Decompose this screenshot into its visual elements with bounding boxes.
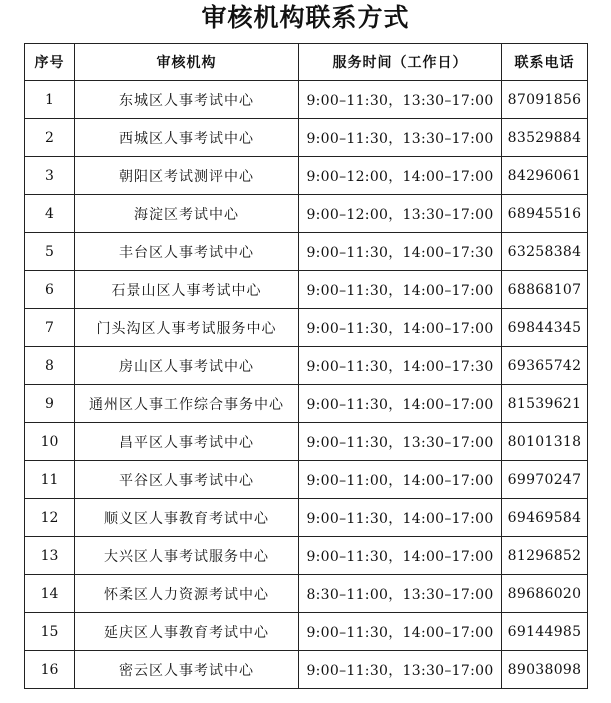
row-number: 3	[25, 157, 75, 195]
table-row	[25, 271, 588, 309]
row-number: 5	[25, 233, 75, 271]
table-row	[25, 423, 588, 461]
phone-number: 87091856	[502, 81, 588, 119]
org-name: 房山区人事考试中心	[75, 347, 299, 385]
row-number: 10	[25, 423, 75, 461]
org-name: 朝阳区考试测评中心	[75, 157, 299, 195]
service-hours: 8:30–11:00，13:30–17:00	[299, 575, 502, 613]
table-row	[25, 613, 588, 651]
service-hours: 9:00–11:30，14:00–17:00	[299, 613, 502, 651]
table-row	[25, 499, 588, 537]
row-number: 15	[25, 613, 75, 651]
row-number: 6	[25, 271, 75, 309]
row-number: 8	[25, 347, 75, 385]
phone-number: 63258384	[502, 233, 588, 271]
phone-number: 69844345	[502, 309, 588, 347]
table-row	[25, 537, 588, 575]
table-row	[25, 81, 588, 119]
table-row	[25, 347, 588, 385]
org-name: 延庆区人事教育考试中心	[75, 613, 299, 651]
table-row	[25, 195, 588, 233]
phone-number: 84296061	[502, 157, 588, 195]
row-number: 7	[25, 309, 75, 347]
phone-number: 68945516	[502, 195, 588, 233]
row-number: 11	[25, 461, 75, 499]
phone-number: 69144985	[502, 613, 588, 651]
service-hours: 9:00–11:30，14:00–17:00	[299, 309, 502, 347]
row-number: 2	[25, 119, 75, 157]
org-name: 密云区人事考试中心	[75, 651, 299, 689]
org-name: 昌平区人事考试中心	[75, 423, 299, 461]
header-hours: 服务时间（工作日）	[299, 44, 502, 81]
service-hours: 9:00–11:30，14:00–17:30	[299, 347, 502, 385]
phone-number: 83529884	[502, 119, 588, 157]
phone-number: 80101318	[502, 423, 588, 461]
phone-number: 69469584	[502, 499, 588, 537]
org-name: 石景山区人事考试中心	[75, 271, 299, 309]
service-hours: 9:00–12:00，13:30–17:00	[299, 195, 502, 233]
org-name: 东城区人事考试中心	[75, 81, 299, 119]
phone-number: 69970247	[502, 461, 588, 499]
org-name: 通州区人事工作综合事务中心	[75, 385, 299, 423]
table-row	[25, 157, 588, 195]
page-title: 审核机构联系方式	[201, 3, 410, 32]
org-name: 海淀区考试中心	[75, 195, 299, 233]
row-number: 4	[25, 195, 75, 233]
phone-number: 89686020	[502, 575, 588, 613]
table-row	[25, 309, 588, 347]
contact-table	[24, 43, 588, 689]
header-no: 序号	[25, 44, 75, 81]
table-row	[25, 385, 588, 423]
service-hours: 9:00–12:00，14:00–17:00	[299, 157, 502, 195]
service-hours: 9:00–11:30，14:00–17:00	[299, 537, 502, 575]
org-name: 门头沟区人事考试服务中心	[75, 309, 299, 347]
table-row	[25, 651, 588, 689]
phone-number: 89038098	[502, 651, 588, 689]
table-row	[25, 119, 588, 157]
row-number: 13	[25, 537, 75, 575]
service-hours: 9:00–11:30，14:00–17:30	[299, 233, 502, 271]
org-name: 西城区人事考试中心	[75, 119, 299, 157]
org-name: 丰台区人事考试中心	[75, 233, 299, 271]
service-hours: 9:00–11:30，14:00–17:00	[299, 271, 502, 309]
phone-number: 81539621	[502, 385, 588, 423]
service-hours: 9:00–11:30，14:00–17:00	[299, 385, 502, 423]
header-phone: 联系电话	[502, 44, 588, 81]
row-number: 9	[25, 385, 75, 423]
phone-number: 69365742	[502, 347, 588, 385]
phone-number: 81296852	[502, 537, 588, 575]
org-name: 大兴区人事考试服务中心	[75, 537, 299, 575]
service-hours: 9:00–11:30，13:30–17:00	[299, 423, 502, 461]
service-hours: 9:00–11:00，14:00–17:00	[299, 461, 502, 499]
row-number: 14	[25, 575, 75, 613]
phone-number: 68868107	[502, 271, 588, 309]
row-number: 12	[25, 499, 75, 537]
header-org: 审核机构	[75, 44, 299, 81]
row-number: 1	[25, 81, 75, 119]
service-hours: 9:00–11:30，13:30–17:00	[299, 119, 502, 157]
service-hours: 9:00–11:30，13:30–17:00	[299, 81, 502, 119]
table-row	[25, 461, 588, 499]
org-name: 怀柔区人力资源考试中心	[75, 575, 299, 613]
table-header-row	[25, 44, 588, 81]
org-name: 平谷区人事考试中心	[75, 461, 299, 499]
table-row	[25, 233, 588, 271]
row-number: 16	[25, 651, 75, 689]
table-row	[25, 575, 588, 613]
service-hours: 9:00–11:30，14:00–17:00	[299, 499, 502, 537]
service-hours: 9:00–11:30，13:30–17:00	[299, 651, 502, 689]
org-name: 顺义区人事教育考试中心	[75, 499, 299, 537]
